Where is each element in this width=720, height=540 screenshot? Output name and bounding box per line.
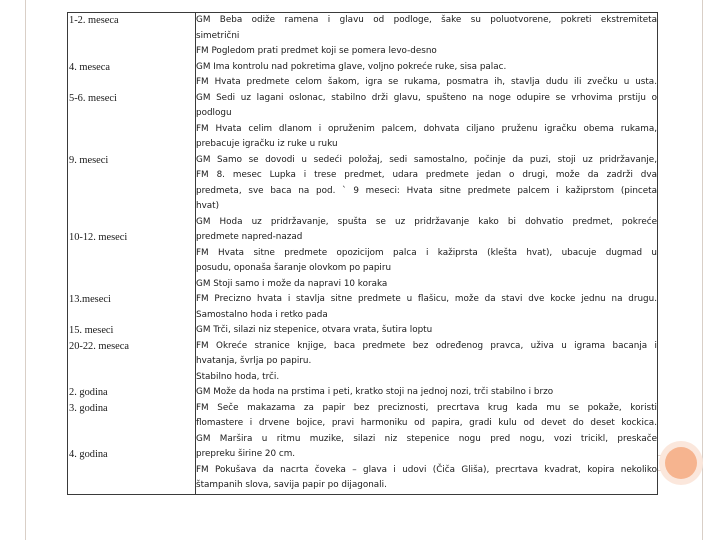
description-line: FM 8. mesec Lupka i trese predmet, udara predmete jedan o drugi, može da zadrži dva	[196, 170, 657, 180]
description-line: GM Hoda uz pridržavanje, spušta se uz pridržavanje kako bi dohvatio predmet, pokreće	[196, 216, 657, 227]
description-line: GM Može da hoda na prstima i peti, kratko stoji na jednoj nozi, trči stabilno i brzo	[196, 387, 554, 397]
description-line: GM Ima kontrolu nad pokretima glave, voljno pokreće ruke, sisa palac.	[196, 61, 507, 72]
description-line: podlogu	[196, 108, 232, 118]
description-line: FM Hvata predmete celom šakom, igra se rukama, posmatra ih, stavlja dudu ili zvečku u usta.	[196, 77, 657, 87]
age-spacer	[68, 29, 195, 45]
age-label: 9. meseci	[69, 154, 109, 166]
description-line: FM Okreće stranice knjige, baca predmete bez određenog pravca, uživa u igrama bacanja i	[196, 340, 657, 351]
description-column	[196, 13, 658, 495]
age-label: 1-2. meseca	[69, 15, 119, 26]
table-row	[68, 13, 658, 495]
development-table	[67, 12, 658, 495]
age-spacer	[68, 137, 195, 153]
description-line: GM Trči, silazi niz stepenice, otvara vrata, šutira loptu	[196, 325, 433, 335]
age-spacer	[68, 215, 195, 231]
age-label: 4. godina	[69, 449, 108, 460]
age-spacer	[68, 432, 195, 448]
age-spacer	[68, 478, 195, 494]
age-column	[68, 13, 196, 495]
description-line: prepreku širine 20 cm.	[196, 449, 296, 459]
description-line: simetrični	[196, 30, 240, 41]
description-line: FM Seče makazama za papir bez preciznosti, precrtava krug kada mu se pokaže, koristi	[196, 402, 657, 413]
age-label: 20-22. meseca	[69, 340, 130, 352]
description-line: hvatanja, švrlja po papiru.	[196, 356, 312, 366]
age-spacer	[68, 184, 195, 200]
age-spacer	[68, 370, 195, 386]
age-label: 5-6. meseci	[69, 92, 117, 104]
description-line: GM Samo se dovodi u sedeći položaj, sedi samostalno, počinje da puzi, stoji uz pridržavanje,	[196, 154, 657, 165]
description-line: GM Sedi uz lagani oslonac, stabilno drži glavu, spušteno na noge odupire se vrhovima prstiju o	[196, 92, 657, 103]
description-line: GM Maršira u ritmu muzike, silazi niz stepenice nogu pred nogu, vozi tricikl, preskače	[196, 433, 657, 444]
decorative-circle-inner-icon	[665, 447, 697, 479]
description-line: posudu, oponaša šaranje olovkom po papiru	[196, 263, 392, 273]
age-spacer	[68, 308, 195, 324]
description-line: GM Stoji samo i može da napravi 10 koraka	[196, 278, 388, 289]
description-line: štampanih slova, savija papir po dijagonali.	[196, 480, 387, 490]
age-label: 3. godina	[69, 402, 108, 414]
description-line: Samostalno hoda i retko pada	[196, 309, 328, 320]
age-spacer	[68, 354, 195, 370]
description-line: predmete napred-nazad	[196, 232, 303, 242]
description-line: predmeta, sve baca na pod. ` 9 meseci: Hvata sitne predmete palcem i kažiprstom (pinceta	[196, 185, 657, 196]
description-line: flomastere i drvene bojice, pravi harmoniku od papira, gradi kulu od devet do deset kockica.	[196, 418, 657, 428]
age-label: 13.meseci	[69, 294, 111, 305]
description-line: FM Hvata celim dlanom i opruženim palcem, dohvata ciljano pruženu igračku obema rukama,	[196, 123, 657, 134]
description-line: Stabilno hoda, trči.	[196, 371, 280, 382]
age-spacer	[68, 75, 195, 91]
age-spacer	[68, 168, 195, 184]
description-line: FM Hvata sitne predmete opozicijom palca i kažiprsta (klešta hvat), ubacuje dugmad u	[196, 247, 657, 258]
age-spacer	[68, 416, 195, 432]
description-line: GM Beba odiže ramena i glavu od podloge, šake su poluotvorene, pokreti ekstremiteta	[196, 15, 657, 25]
age-spacer	[68, 463, 195, 479]
age-spacer	[68, 246, 195, 262]
description-line: FM Pogledom prati predmet koji se pomera levo-desno	[196, 46, 437, 56]
age-spacer	[68, 44, 195, 60]
description-line: FM Pokušava da nacrta čoveka – glava i udovi (Čiča Gliša), precrtava kvadrat, kopira nekoliko	[196, 464, 657, 475]
age-spacer	[68, 277, 195, 293]
age-label: 15. meseci	[69, 325, 114, 336]
age-label: 10-12. meseci	[69, 232, 128, 243]
age-label: 4. meseca	[69, 61, 110, 73]
age-spacer	[68, 261, 195, 277]
age-spacer	[68, 106, 195, 122]
age-spacer	[68, 199, 195, 215]
description-line: prebacuje igračku iz ruke u ruku	[196, 139, 338, 149]
description-line: FM Precizno hvata i stavlja sitne predmete u flašicu, može da stavi dve kocke jednu na drugu.	[196, 294, 657, 304]
description-line: hvat)	[196, 201, 220, 211]
age-label: 2. godina	[69, 387, 108, 398]
age-spacer	[68, 122, 195, 138]
